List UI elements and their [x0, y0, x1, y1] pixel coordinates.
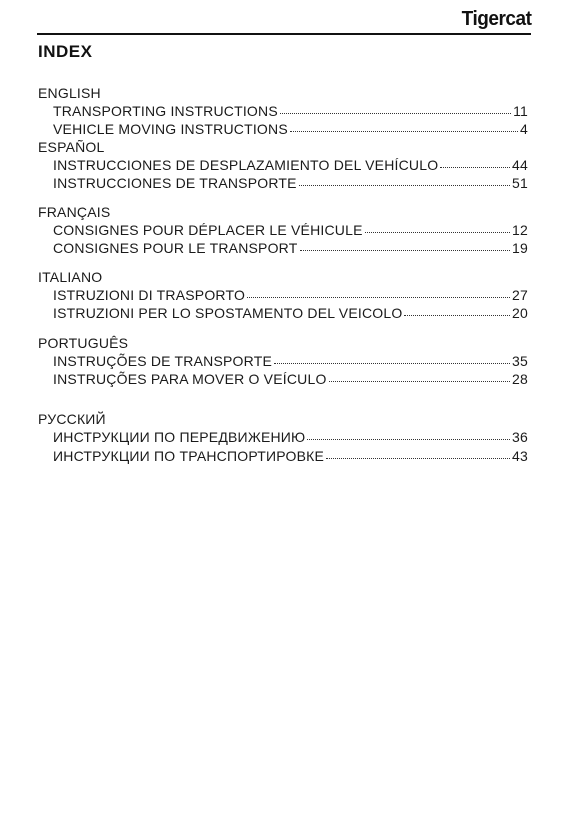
toc-entry-title: INSTRUÇÕES PARA MOVER O VEÍCULO [53, 371, 327, 387]
toc-entry[interactable] [53, 352, 528, 370]
toc-entry-page: 20 [512, 305, 528, 321]
toc-entry-page: 4 [520, 121, 528, 137]
toc-entry[interactable] [53, 239, 528, 257]
dot-leader [307, 439, 510, 440]
toc-entry-title: INSTRUCCIONES DE DESPLAZAMIENTO DEL VEHÍCULO [53, 157, 439, 173]
dot-leader [247, 297, 510, 298]
toc-entry[interactable] [53, 286, 528, 304]
brand-logo: Tigercat [461, 8, 531, 30]
section-heading-francais: FRANÇAIS [38, 204, 111, 220]
toc-entry-title: CONSIGNES POUR DÉPLACER LE VÉHICULE [53, 222, 363, 238]
toc-entry-title: INSTRUÇÕES DE TRANSPORTE [53, 353, 272, 369]
toc-entry[interactable] [53, 370, 528, 388]
toc-entry-title: ИНСТРУКЦИИ ПО ТРАНСПОРТИРОВКЕ [53, 448, 325, 464]
toc-entry-page: 11 [513, 103, 528, 119]
toc-entry[interactable] [53, 174, 528, 192]
toc-entry[interactable] [53, 221, 528, 239]
toc-entry-page: 28 [512, 371, 528, 387]
dot-leader [280, 113, 511, 114]
dot-leader [404, 315, 510, 316]
dot-leader [440, 167, 510, 168]
toc-entry-title: ИНСТРУКЦИИ ПО ПЕРЕДВИЖЕНИЮ [53, 429, 306, 445]
dot-leader [274, 363, 510, 364]
toc-entry[interactable] [53, 156, 528, 174]
dot-leader [365, 232, 510, 233]
section-heading-russian: РУССКИЙ [38, 411, 106, 427]
section-heading-english: ENGLISH [38, 85, 101, 101]
dot-leader [290, 131, 518, 132]
toc-entry-page: 27 [512, 287, 528, 303]
toc-entry-page: 43 [512, 448, 528, 464]
toc-entry-page: 19 [512, 240, 528, 256]
toc-entry-title: INSTRUCCIONES DE TRANSPORTE [53, 175, 297, 191]
dot-leader [299, 185, 510, 186]
toc-entry[interactable] [53, 304, 528, 322]
dot-leader [326, 458, 510, 459]
toc-entry[interactable] [53, 447, 528, 465]
toc-entry-title: TRANSPORTING INSTRUCTIONS [53, 103, 278, 119]
toc-entry-title: ISTRUZIONI PER LO SPOSTAMENTO DEL VEICOLO [53, 305, 403, 321]
toc-entry-page: 44 [512, 157, 528, 173]
toc-entry-title: VEHICLE MOVING INSTRUCTIONS [53, 121, 288, 137]
toc-entry[interactable] [53, 102, 528, 120]
page-title: INDEX [38, 42, 93, 61]
toc-entry-page: 51 [512, 175, 528, 191]
toc-entry[interactable] [53, 120, 528, 138]
section-heading-italiano: ITALIANO [38, 269, 103, 285]
toc-entry-page: 12 [512, 222, 528, 238]
toc-entry-page: 36 [512, 429, 528, 445]
dot-leader [300, 250, 511, 251]
toc-entry-title: ISTRUZIONI DI TRASPORTO [53, 287, 246, 303]
section-heading-espanol: ESPAÑOL [38, 139, 105, 155]
toc-entry-title: CONSIGNES POUR LE TRANSPORT [53, 240, 298, 256]
header-rule [37, 33, 531, 35]
section-heading-portugues: PORTUGUÊS [38, 335, 129, 351]
dot-leader [329, 381, 510, 382]
toc-entry[interactable] [53, 428, 528, 446]
toc-entry-page: 35 [512, 353, 528, 369]
